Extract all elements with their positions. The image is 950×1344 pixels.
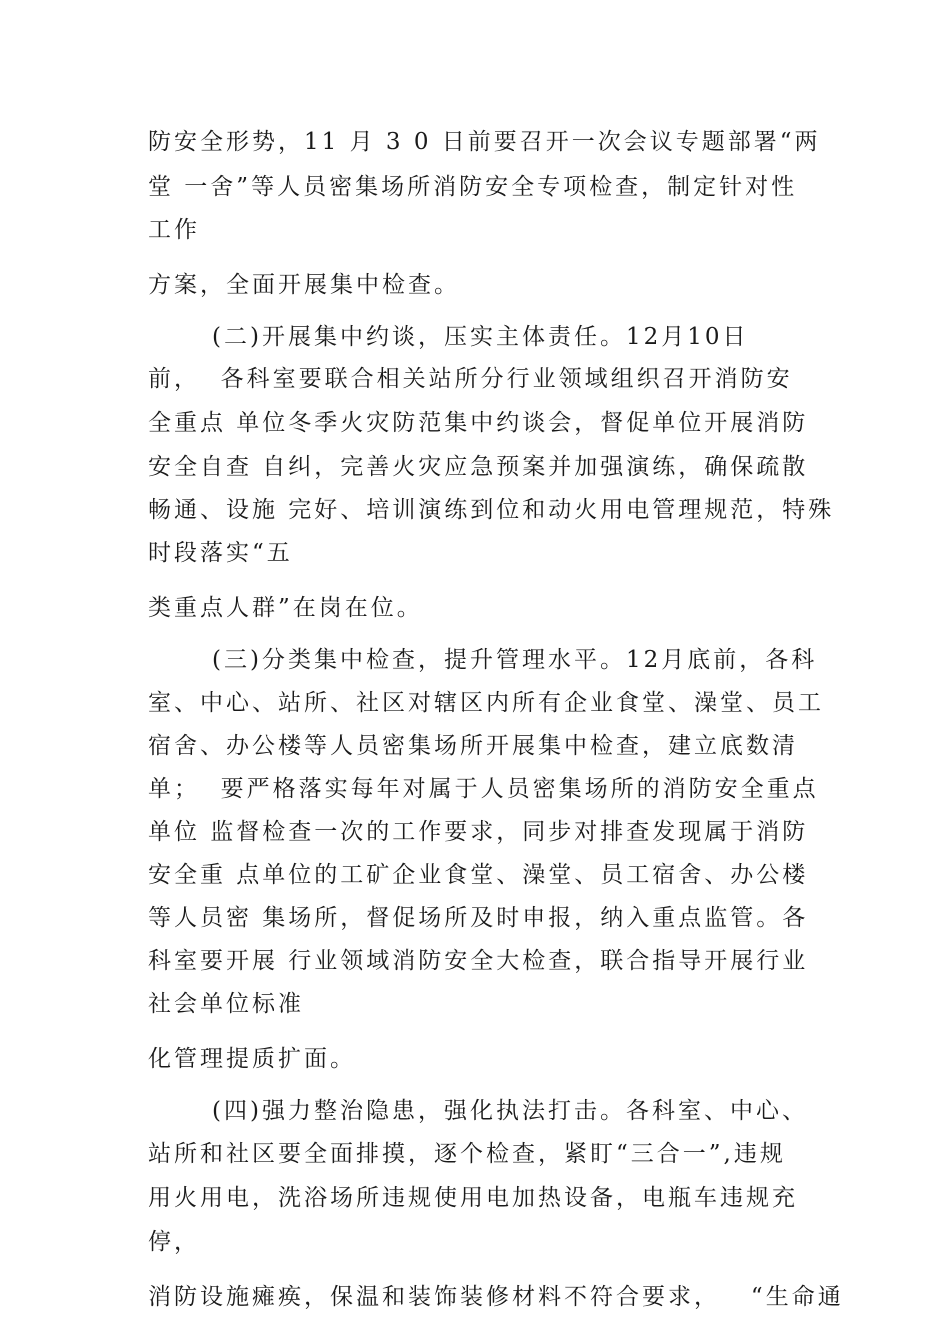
paragraph-line: 单位 监督检查一次的工作要求，同步对排查发现属于消防 xyxy=(148,819,809,845)
paragraph-line: 安全自查 自纠，完善火灾应急预案并加强演练，确保疏散 xyxy=(148,454,809,480)
section-heading-2: (二)开展集中约谈，压实主体责任。12月10日 xyxy=(212,324,749,350)
paragraph-line: 社会单位标准 xyxy=(148,991,304,1017)
section-heading-4: (四)强力整治隐患，强化执法打击。各科室、中心、 xyxy=(212,1098,808,1124)
paragraph-line: 科室要开展 行业领域消防安全大检查，联合指导开展行业 xyxy=(148,948,809,974)
paragraph-line: 工作 xyxy=(148,217,200,243)
paragraph-line: 宿舍、办公楼等人员密集场所开展集中检查，建立底数清 xyxy=(148,733,798,759)
paragraph-line: 类重点人群”在岗在位。 xyxy=(148,595,423,621)
paragraph-line: 堂 一舍”等人员密集场所消防安全专项检查，制定针对性 xyxy=(148,174,798,200)
section-heading-3: (三)分类集中检查，提升管理水平。12月底前，各科 xyxy=(212,647,818,673)
paragraph-line: 等人员密 集场所，督促场所及时申报，纳入重点监管。各 xyxy=(148,905,809,931)
paragraph-line: 全重点 单位冬季火灾防范集中约谈会，督促单位开展消防 xyxy=(148,410,809,436)
paragraph-line: 化管理提质扩面。 xyxy=(148,1046,356,1072)
paragraph-line: 单； 要严格落实每年对属于人员密集场所的消防安全重点 xyxy=(148,776,819,802)
paragraph-line: 安全重 点单位的工矿企业食堂、澡堂、员工宿舍、办公楼 xyxy=(148,862,809,888)
paragraph-line: 方案，全面开展集中检查。 xyxy=(148,272,460,298)
paragraph-line: 畅通、设施 完好、培训演练到位和动火用电管理规范，特殊 xyxy=(148,497,835,523)
paragraph-line: 用火用电，洗浴场所违规使用电加热设备，电瓶车违规充 xyxy=(148,1185,798,1211)
paragraph-line: 站所和社区要全面排摸，逐个检查，紧盯“三合一”,违规 xyxy=(148,1141,786,1167)
paragraph-line: 消防设施瘫痪，保温和装饰装修材料不符合要求， “生命通 xyxy=(148,1284,844,1310)
paragraph-line: 时段落实“五 xyxy=(148,540,293,566)
paragraph-line: 停， xyxy=(148,1229,200,1255)
paragraph-line: 防安全形势，11 月 3 0 日前要召开一次会议专题部署“两 xyxy=(148,129,821,155)
paragraph-line: 室、中心、站所、社区对辖区内所有企业食堂、澡堂、员工 xyxy=(148,690,824,716)
paragraph-line: 前， 各科室要联合相关站所分行业领域组织召开消防安 xyxy=(148,366,793,392)
